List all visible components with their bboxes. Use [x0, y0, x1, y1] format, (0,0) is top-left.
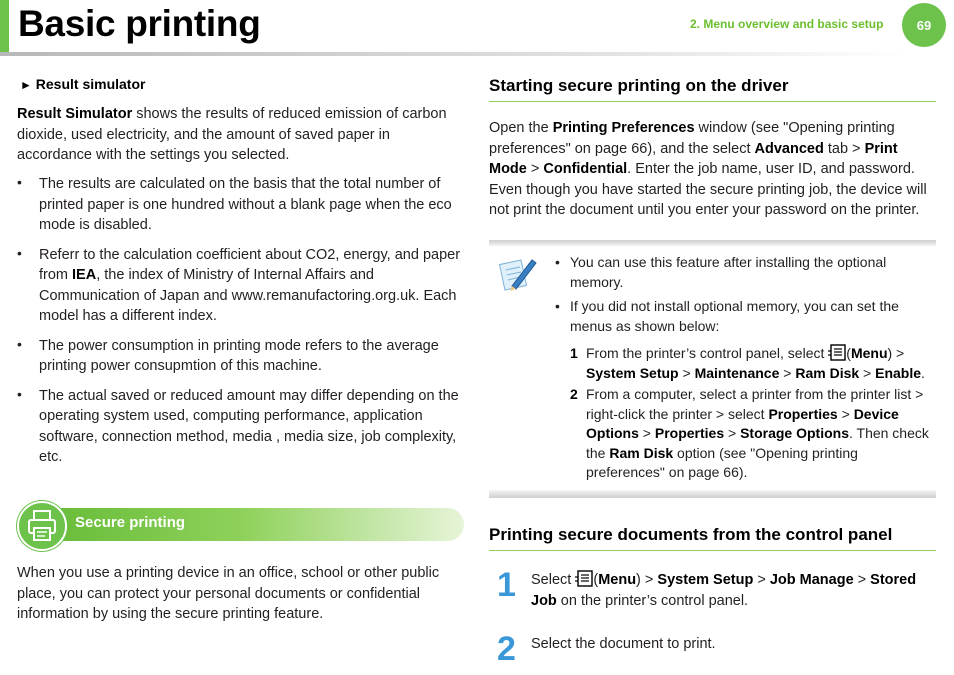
text-part: tab >: [823, 140, 865, 157]
list-item: [555, 253, 935, 292]
bullet-text: [39, 245, 467, 327]
section-icon-circle: [17, 501, 67, 551]
header-divider: [0, 52, 905, 56]
note-step: [570, 344, 938, 383]
note-box-bottom: [489, 490, 936, 498]
bullet-list: [17, 174, 467, 468]
page-number-badge: 69: [902, 3, 946, 47]
text-part: From a computer, select a printer from the printer list > right-click the printer > select: [586, 386, 924, 422]
result-simulator-desc: shows the results of reduced emission of carbon dioxide, used electricity, and the amount of saved paper in accordance with the settings you selected.: [17, 106, 447, 163]
text-bold: Properties: [768, 405, 838, 422]
text-bold: Menu: [598, 572, 637, 588]
heading-secure-driver: Starting secure printing on the driver: [489, 76, 789, 95]
arrow-right-icon: ►: [20, 78, 32, 92]
note-step: [570, 385, 938, 483]
step-number: 2: [570, 386, 578, 402]
bullet-text: The actual saved or reduced amount may differ depending on the operating system used, computing performance, application software, connection method, media , media size, job complexity, etc.: [39, 387, 459, 465]
printer-icon: [19, 503, 65, 549]
chapter-label: 2. Menu overview and basic setup: [690, 17, 884, 31]
list-item: [17, 336, 467, 377]
step-text: Select (Menu) > System Setup > Job Manage > Stored Job on the printer’s control panel.: [531, 572, 917, 609]
text-part: option (see "Opening printing preferences" on page 66).: [586, 444, 858, 480]
text-bold: Enable: [875, 364, 922, 381]
bullet-text-part: , the index of Ministry of Internal Affairs and Communication of Japan and www.remanufactoring.org.uk. Each model has a different index.: [39, 267, 457, 324]
text-part: Open the: [489, 120, 553, 136]
result-simulator-term: Result Simulator: [17, 106, 133, 122]
text-part: on the printer’s control panel.: [556, 592, 749, 609]
text-bold: Ram Disk: [795, 364, 860, 381]
heading-underline: [489, 101, 936, 102]
text-part: From the printer’s control panel, select: [586, 345, 829, 361]
text-bold: Ram Disk: [609, 444, 674, 461]
text-bold: Maintenance: [694, 364, 780, 381]
section-title: Secure printing: [75, 514, 186, 531]
text-bold: System Setup: [657, 572, 754, 588]
result-simulator-intro: [17, 104, 467, 166]
text-part: >: [526, 161, 544, 177]
note-box-top: [489, 240, 936, 246]
bullet-text: The power consumption in printing mode refers to the average printing power consupmtion of this machine.: [39, 337, 439, 374]
text-bold: System Setup: [586, 364, 679, 381]
text-bold: Menu: [850, 345, 888, 361]
list-item: [555, 297, 935, 336]
text-bold: Stored Job: [531, 572, 917, 609]
driver-instructions: [489, 118, 939, 221]
text-bold: Advanced: [754, 140, 824, 157]
text-bold: Job Manage: [769, 572, 854, 588]
step-number: 1: [497, 566, 516, 604]
header-accent-bar: [0, 0, 9, 52]
note-bullet-text: If you did not install optional memory, you can set the menus as shown below:: [570, 298, 899, 334]
text-part: . Then check the: [586, 425, 929, 461]
step-text: From the printer’s control panel, select (Menu) > System Setup > Maintenance > Ram Disk > Enable.: [586, 345, 925, 381]
bullet-dot: •: [555, 298, 560, 314]
note-steps: [570, 344, 938, 483]
step-number: 1: [570, 345, 578, 361]
note-pencil-icon: [498, 254, 540, 299]
bullet-dot: •: [17, 174, 22, 190]
bullet-dot: •: [17, 335, 22, 352]
text-part: window (see "Opening printing preferences" on page 66), and the select: [489, 120, 895, 157]
text-bold: Confidential: [543, 161, 628, 177]
text-part: Select: [531, 572, 576, 588]
note-bullet-text: You can use this feature after installing the optional memory.: [570, 254, 887, 290]
menu-icon: [575, 570, 593, 587]
bullet-text-part: Referr to the calculation coefficient about CO2, energy, and paper from: [39, 246, 461, 283]
section-body: When you use a printing device in an office, school or other public place, you can protect your personal documents or confidential information by using the secure printing feature.: [17, 565, 440, 622]
heading-underline: [489, 550, 936, 551]
step-number: 2: [497, 630, 516, 668]
heading-control-panel: Printing secure documents from the control panel: [489, 525, 893, 544]
result-simulator-label: Result simulator: [35, 76, 146, 92]
note-content: [555, 253, 935, 336]
text-part: . Enter the job name, user ID, and password. Even though you have started the secure printing job, the device will not print the document until you enter your password on the printer.: [489, 161, 927, 218]
result-simulator-heading: [20, 76, 145, 92]
step-text: From a computer, select a printer from the printer list > right-click the printer > select Properties > Device Options > Properties > Storage Options. Then check the Ram Disk option (see "Opening printing preferences" on page 66).: [586, 386, 929, 480]
bullet-dot: •: [555, 254, 560, 270]
list-item: [17, 174, 467, 236]
page-title: Basic printing: [18, 3, 261, 44]
bullet-text: The results are calculated on the basis that the total number of printed paper is one hundred without a blank page when the eco mode is disabled.: [39, 176, 452, 233]
list-item: [17, 245, 467, 327]
list-item: [17, 386, 467, 468]
menu-icon: [828, 344, 846, 361]
text-bold: Storage Options: [740, 425, 849, 441]
step-text: Select the document to print.: [531, 636, 716, 652]
bullet-text-bold: IEA: [72, 267, 97, 283]
text-bold: Printing Preferences: [552, 120, 695, 136]
bullet-dot: •: [17, 244, 22, 261]
text-bold: Properties: [654, 425, 725, 441]
text-bold: Device Options: [586, 405, 899, 441]
bullet-dot: •: [17, 385, 22, 402]
text-bold: Print Mode: [489, 140, 898, 177]
